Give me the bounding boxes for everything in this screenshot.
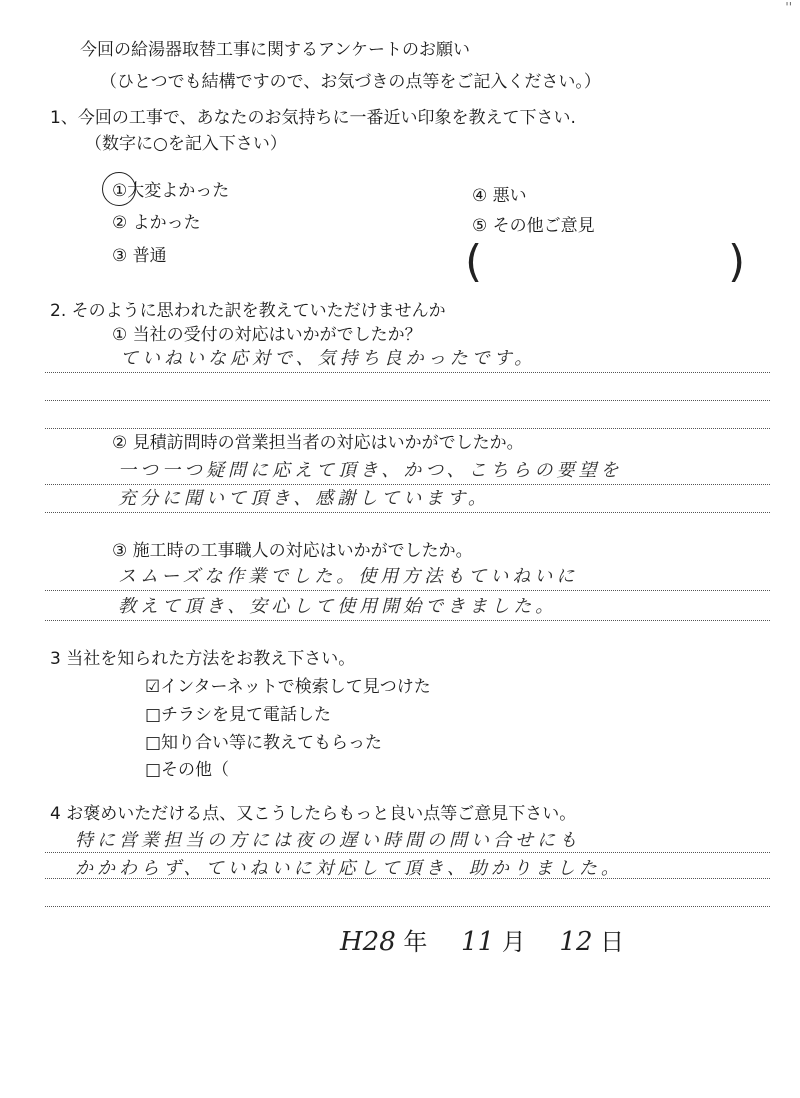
answer-rule	[45, 620, 770, 621]
q1-option-5: ⑤ その他ご意見	[472, 216, 595, 236]
answer-rule	[45, 512, 770, 513]
survey-subtitle: （ひとつでも結構ですので、お気づきの点等をご記入ください。）	[100, 72, 601, 92]
q3-option-other: □その他（	[145, 760, 230, 780]
answer-rule	[45, 906, 770, 907]
q2-sub3-answer-line1: スムーズな作業でした。使用方法もていねいに	[118, 566, 579, 587]
date-year-label: 年	[403, 928, 428, 956]
q3-question: 3 当社を知られた方法をお教え下さい。	[50, 649, 356, 669]
answer-rule	[45, 878, 770, 879]
corner-mark: ''	[785, 0, 792, 14]
date-line	[340, 928, 624, 956]
open-paren: (	[465, 236, 483, 287]
date-era: H28	[340, 927, 396, 957]
q2-sub2-question: ② 見積訪問時の営業担当者の対応はいかがでしたか。	[112, 433, 524, 453]
date-day-label: 日	[600, 928, 625, 956]
close-paren: )	[728, 236, 746, 287]
q4-answer-line1: 特に営業担当の方には夜の遅い時間の問い合せにも	[75, 830, 581, 851]
q1-option-4: ④ 悪い	[472, 186, 527, 206]
answer-rule	[45, 372, 770, 373]
q4-question: 4 お褒めいただける点、又こうしたらもっと良い点等ご意見下さい。	[50, 804, 577, 824]
date-day: 12	[559, 927, 593, 957]
answer-rule	[45, 852, 770, 853]
q1-option-3: ③ 普通	[112, 246, 167, 266]
q3-option-internet: ☑インターネットで検索して見つけた	[145, 677, 431, 697]
q1-option-2: ② よかった	[112, 213, 201, 233]
q3-option-flyer: □チラシを見て電話した	[145, 705, 332, 725]
q2-sub2-answer-line1: 一つ一つ疑問に応えて頂き、かつ、こちらの要望を	[118, 460, 623, 481]
q2-sub3-answer-line2: 教えて頂き、安心して使用開始できました。	[118, 596, 558, 617]
date-month-label: 月	[501, 928, 526, 956]
answer-rule	[45, 484, 770, 485]
q2-sub1-question: ① 当社の受付の対応はいかがでしたか？	[112, 325, 422, 345]
survey-title: 今回の給湯器取替工事に関するアンケートのお願い	[80, 40, 470, 60]
date-month: 11	[461, 927, 495, 957]
answer-rule	[45, 590, 770, 591]
q1-instruction: （数字に○を記入下さい）	[85, 134, 287, 154]
q2-sub2-answer-line2: 充分に聞いて頂き、感謝しています。	[118, 488, 490, 509]
q2-sub3-question: ③ 施工時の工事職人の対応はいかがでしたか。	[112, 541, 473, 561]
answer-rule	[45, 428, 770, 429]
q2-sub1-answer-line1: ていねいな応対で、気持ち良かったです。	[120, 348, 537, 369]
q1-question: 1、今回の工事で、あなたのお気持ちに一番近い印象を教えて下さい.	[50, 108, 576, 128]
q3-option-acquaintance: □知り合い等に教えてもらった	[145, 733, 383, 753]
q2-question: 2. そのように思われた訳を教えていただけませんか	[50, 301, 446, 321]
q1-option-1: ①大変よかった	[112, 181, 230, 201]
answer-rule	[45, 400, 770, 401]
q4-answer-line2: かかわらず、ていねいに対応して頂き、助かりました。	[75, 858, 623, 879]
